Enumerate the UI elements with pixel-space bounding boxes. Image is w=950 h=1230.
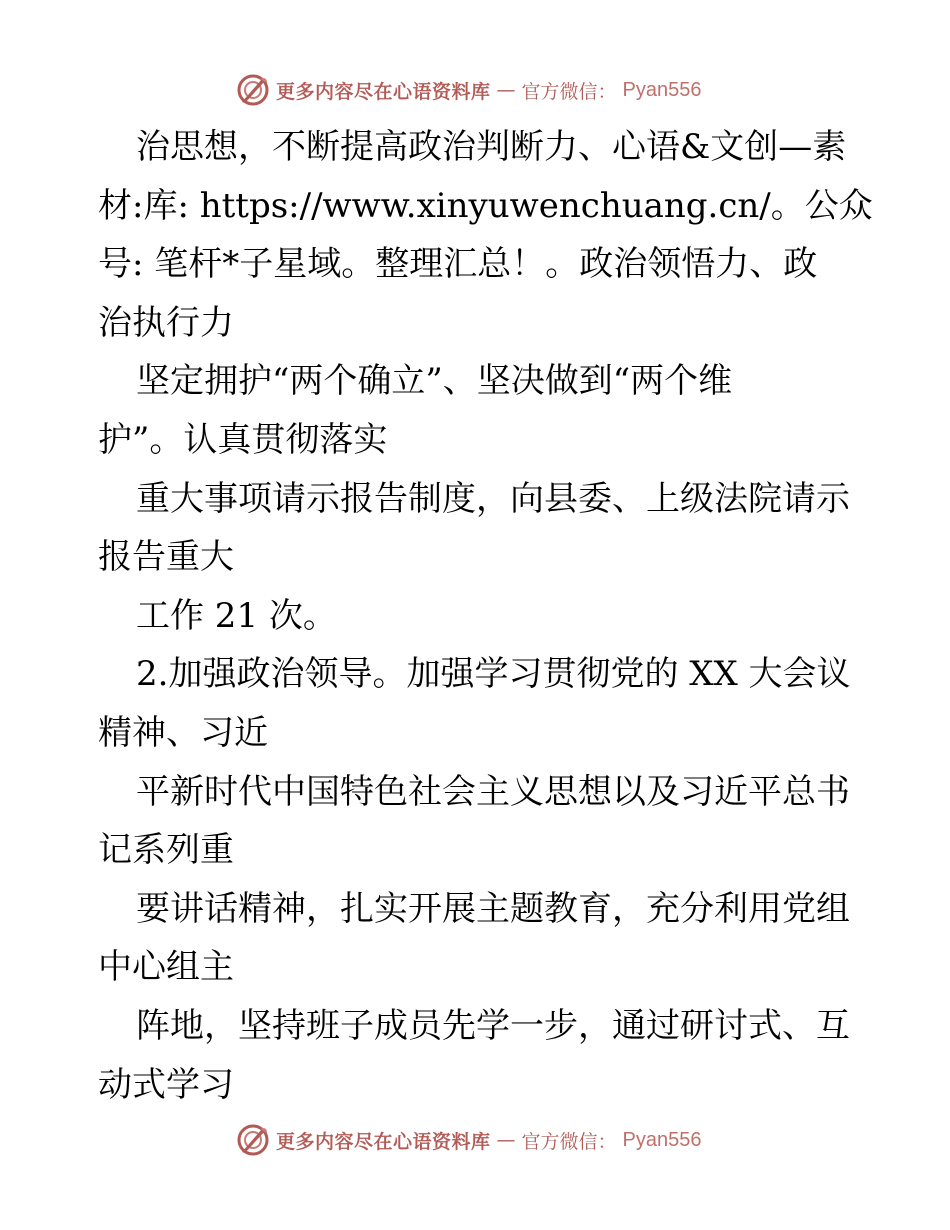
banner-separator: — [496,1129,516,1151]
wechat-id: Pyan556 [622,1128,702,1151]
body-line: 报告重大 [98,537,234,578]
body-line: 要讲话精神，扎实开展主题教育，充分利用党组 [136,888,850,929]
body-line: 重大事项请示报告制度，向县委、上级法院请示 [136,478,850,519]
body-line: 治思想，不断提高政治判断力、心语&文创—素 [136,127,847,167]
quill-emblem-icon [236,73,270,107]
body-line: 护”。认真贯彻落实 [98,419,388,460]
banner-slogan: 更多内容尽在心语资料库 [276,1130,491,1153]
body-line: 号: 笔杆*子星域。整理汇总！。政治领悟力、政 [98,244,818,285]
body-line: 治执行力 [98,302,234,343]
wechat-id: Pyan556 [622,78,702,101]
body-line: 材:库: https://www.xinyuwenchuang.cn/。公众 [98,185,873,226]
document-body [98,118,873,1114]
body-line: 中心组主 [98,947,234,988]
body-line: 工作 21 次。 [136,595,337,636]
body-line: 记系列重 [98,830,234,871]
banner-separator: — [496,79,516,101]
banner-slogan: 更多内容尽在心语资料库 [276,80,491,103]
footer-banner [236,1122,702,1158]
body-line: 2.加强政治领导。加强学习贯彻党的 XX 大会议 [136,654,851,695]
body-line: 动式学习 [98,1064,234,1105]
body-line: 精神、习近 [98,712,268,753]
body-line: 坚定拥护“两个确立”、坚决做到“两个维 [136,361,733,402]
wechat-label: 官方微信： [521,80,617,103]
body-line: 平新时代中国特色社会主义思想以及习近平总书 [136,771,850,812]
header-banner [236,72,702,108]
quill-emblem-icon [236,1123,270,1157]
body-line: 阵地，坚持班子成员先学一步，通过研讨式、互 [136,1005,850,1046]
wechat-label: 官方微信： [521,1130,617,1153]
